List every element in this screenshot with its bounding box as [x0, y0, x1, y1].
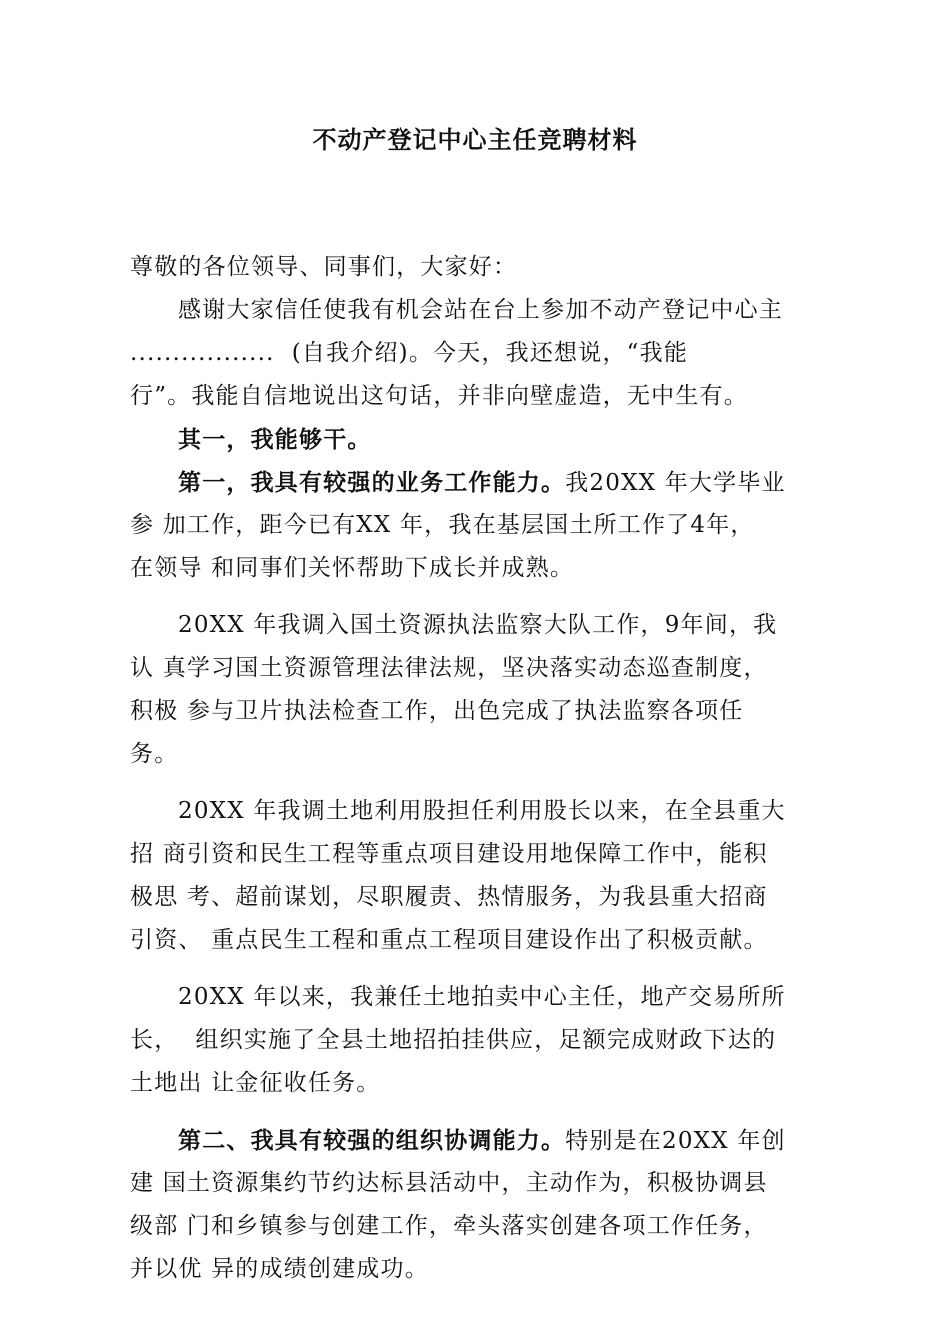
para-three-line-3: 极思 考、超前谋划，尽职履责、热情服务，为我县重大招商 [130, 884, 768, 910]
point-two-line-1 [130, 1123, 820, 1158]
para-three-line-1: 20XX 年我调土地利用股担任利用股长以来，在全县重大 [178, 798, 786, 824]
point-two-text: 特别是在20XX 年创 [565, 1128, 786, 1154]
para-two-line-4: 务。 [130, 741, 179, 767]
document-title: 不动产登记中心主任竞聘材料 [312, 126, 638, 154]
greeting-line: 尊敬的各位领导、同事们，大家好： [130, 254, 518, 280]
para-two-line-1: 20XX 年我调入国土资源执法监察大队工作，9年间，我 [178, 612, 778, 638]
point-two-line-4: 并以优 异的成绩创建成功。 [130, 1256, 429, 1282]
point-two-heading: 第二、我具有较强的组织协调能力。 [178, 1127, 566, 1154]
point-two-line-2: 建 国土资源集约节约达标县活动中，主动作为，积极协调县 [130, 1170, 768, 1196]
point-one-text: 我20XX 年大学毕业 [565, 470, 786, 496]
point-one-heading: 第一，我具有较强的业务工作能力。 [178, 469, 566, 496]
para-two-line-2: 认 真学习国土资源管理法律法规，坚决落实动态巡查制度， [130, 655, 768, 681]
heading-one [130, 422, 820, 457]
heading-one-text: 其一，我能够干。 [178, 426, 372, 453]
para-four-line-3: 土地出 让金征收任务。 [130, 1070, 381, 1096]
intro-line-1: 感谢大家信任使我有机会站在台上参加不动产登记中心主 [178, 297, 783, 323]
document-body [130, 250, 820, 1287]
intro-line-2: ................. (自我介绍)。今天，我还想说，“我能 [130, 340, 689, 366]
para-four-line-2: 长， 组织实施了全县土地招拍挂供应，足额完成财政下达的 [130, 1027, 777, 1053]
point-one-line-2: 参 加工作，距今已有XX 年，我在基层国土所工作了4年， [130, 512, 755, 538]
point-one-line-3: 在领导 和同事们关怀帮助下成长并成熟。 [130, 555, 575, 581]
point-one-line-1 [130, 465, 820, 500]
para-four-line-1: 20XX 年以来，我兼任土地拍卖中心主任，地产交易所所 [178, 984, 786, 1010]
point-two-line-3: 级部 门和乡镇参与创建工作，牵头落实创建各项工作任务， [130, 1213, 768, 1239]
para-three-line-4: 引资、 重点民生工程和重点工程项目建设作出了积极贡献。 [130, 927, 768, 953]
para-two-line-3: 积极 参与卫片执法检查工作，出色完成了执法监察各项任 [130, 698, 744, 724]
intro-line-3: 行”。我能自信地说出这句话，并非向壁虚造，无中生有。 [130, 383, 748, 409]
para-three-line-2: 招 商引资和民生工程等重点项目建设用地保障工作中，能积 [130, 841, 768, 867]
